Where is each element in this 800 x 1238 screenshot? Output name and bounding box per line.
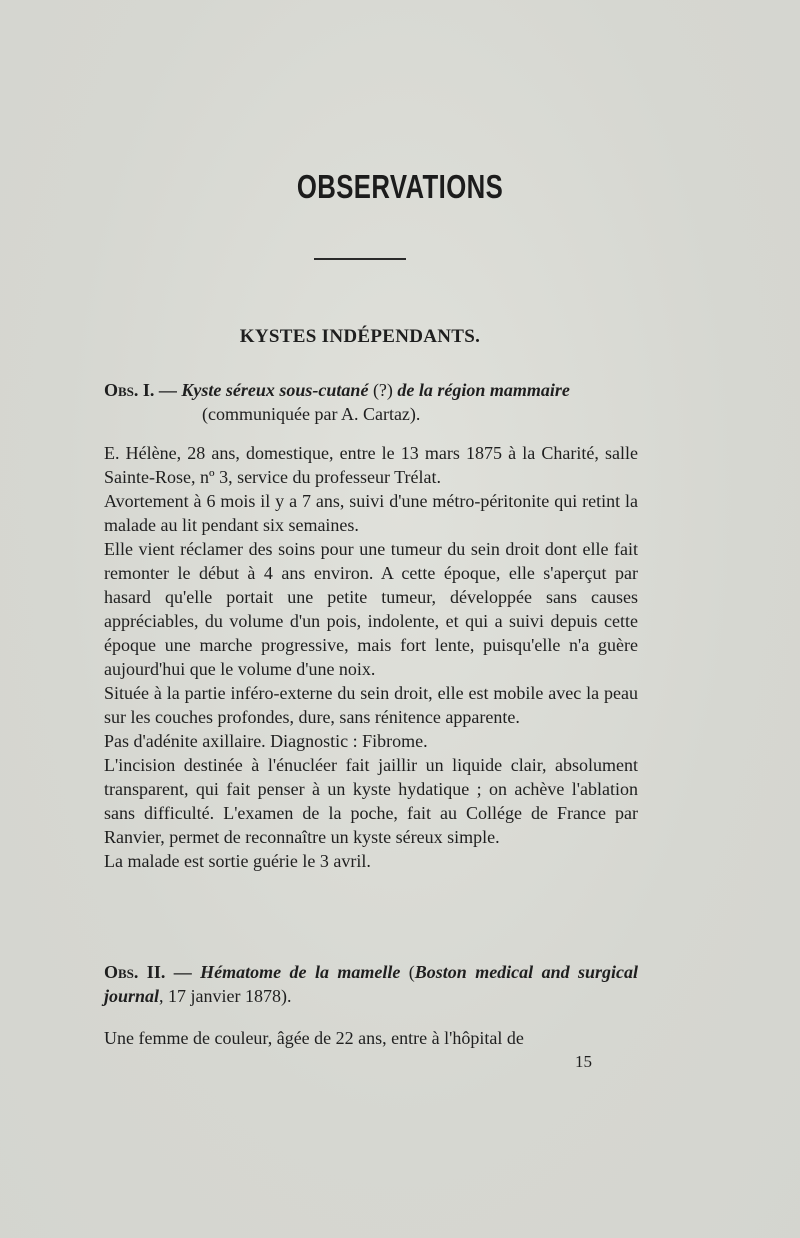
obs1-paragraph: Située à la partie inféro-externe du sein droit, elle est mobile avec la peau sur les couches profondes, dure, sans rénitence apparente. xyxy=(104,683,638,727)
obs2-body xyxy=(104,1026,638,1050)
obs2-title-italic: Hématome de la mamelle xyxy=(200,962,401,982)
obs1-label: Obs. I. — xyxy=(104,380,177,400)
obs1-paragraph: E. Hélène, 28 ans, domestique, entre le 13 mars 1875 à la Charité, salle Sainte-Rose, nº 3, service du professeur Trélat. xyxy=(104,443,638,487)
obs2-paragraph: Une femme de couleur, âgée de 22 ans, entre à l'hôpital de xyxy=(104,1028,524,1048)
obs1-subtitle: (communiquée par A. Cartaz). xyxy=(202,404,421,424)
obs1-heading xyxy=(104,378,638,426)
obs2-journal: Boston medical and surgical journal xyxy=(104,962,639,1006)
section-heading: KYSTES INDÉPENDANTS. xyxy=(239,326,481,347)
obs1-title-mid: (?) xyxy=(372,380,393,400)
obs1-paragraph: La malade est sortie guérie le 3 avril. xyxy=(104,851,371,871)
page-title: OBSERVATIONS xyxy=(296,168,504,205)
obs1-paragraph: Elle vient réclamer des soins pour une tumeur du sein droit dont elle fait remonter le début à 4 ans environ. A cette époque, elle s'aperçut par hasard qu'elle portait une petite tumeur, développée sans causes appréciables, du volume d'un pois, indolente, et qui a suivi depuis cette époque une marche progressive, mais fort lente, puisqu'elle n'a guère aujourd'hui que le volume d'une noix. xyxy=(104,539,638,679)
obs2-block xyxy=(104,960,638,1008)
obs1-title-italic: Kyste séreux sous-cutané xyxy=(181,380,369,400)
page-number: 15 xyxy=(575,1052,592,1071)
obs2-heading xyxy=(104,960,638,1008)
obs1-body xyxy=(104,441,638,873)
obs2-title-open: ( xyxy=(408,962,415,982)
obs1-paragraph: Pas d'adénite axillaire. Diagnostic : Fibrome. xyxy=(104,731,428,751)
obs1-paragraph: L'incision destinée à l'énucléer fait jaillir un liquide clair, absolument transparent, qui fait penser à un kyste hydatique ; on achève l'ablation sans difficulté. L'examen de la poche, fait au Collége de France par Ranvier, permet de reconnaître un kyste séreux simple. xyxy=(104,755,638,847)
obs1-title-italic2: de la région mammaire xyxy=(397,380,570,400)
obs1-block xyxy=(104,378,638,426)
obs1-paragraph: Avortement à 6 mois il y a 7 ans, suivi d'une métro-péritonite qui retint la malade au lit pendant six semaines. xyxy=(104,491,638,535)
obs2-title-close: , 17 janvier 1878). xyxy=(159,986,292,1006)
title-divider xyxy=(314,258,406,260)
obs2-label: Obs. II. — xyxy=(104,962,192,982)
